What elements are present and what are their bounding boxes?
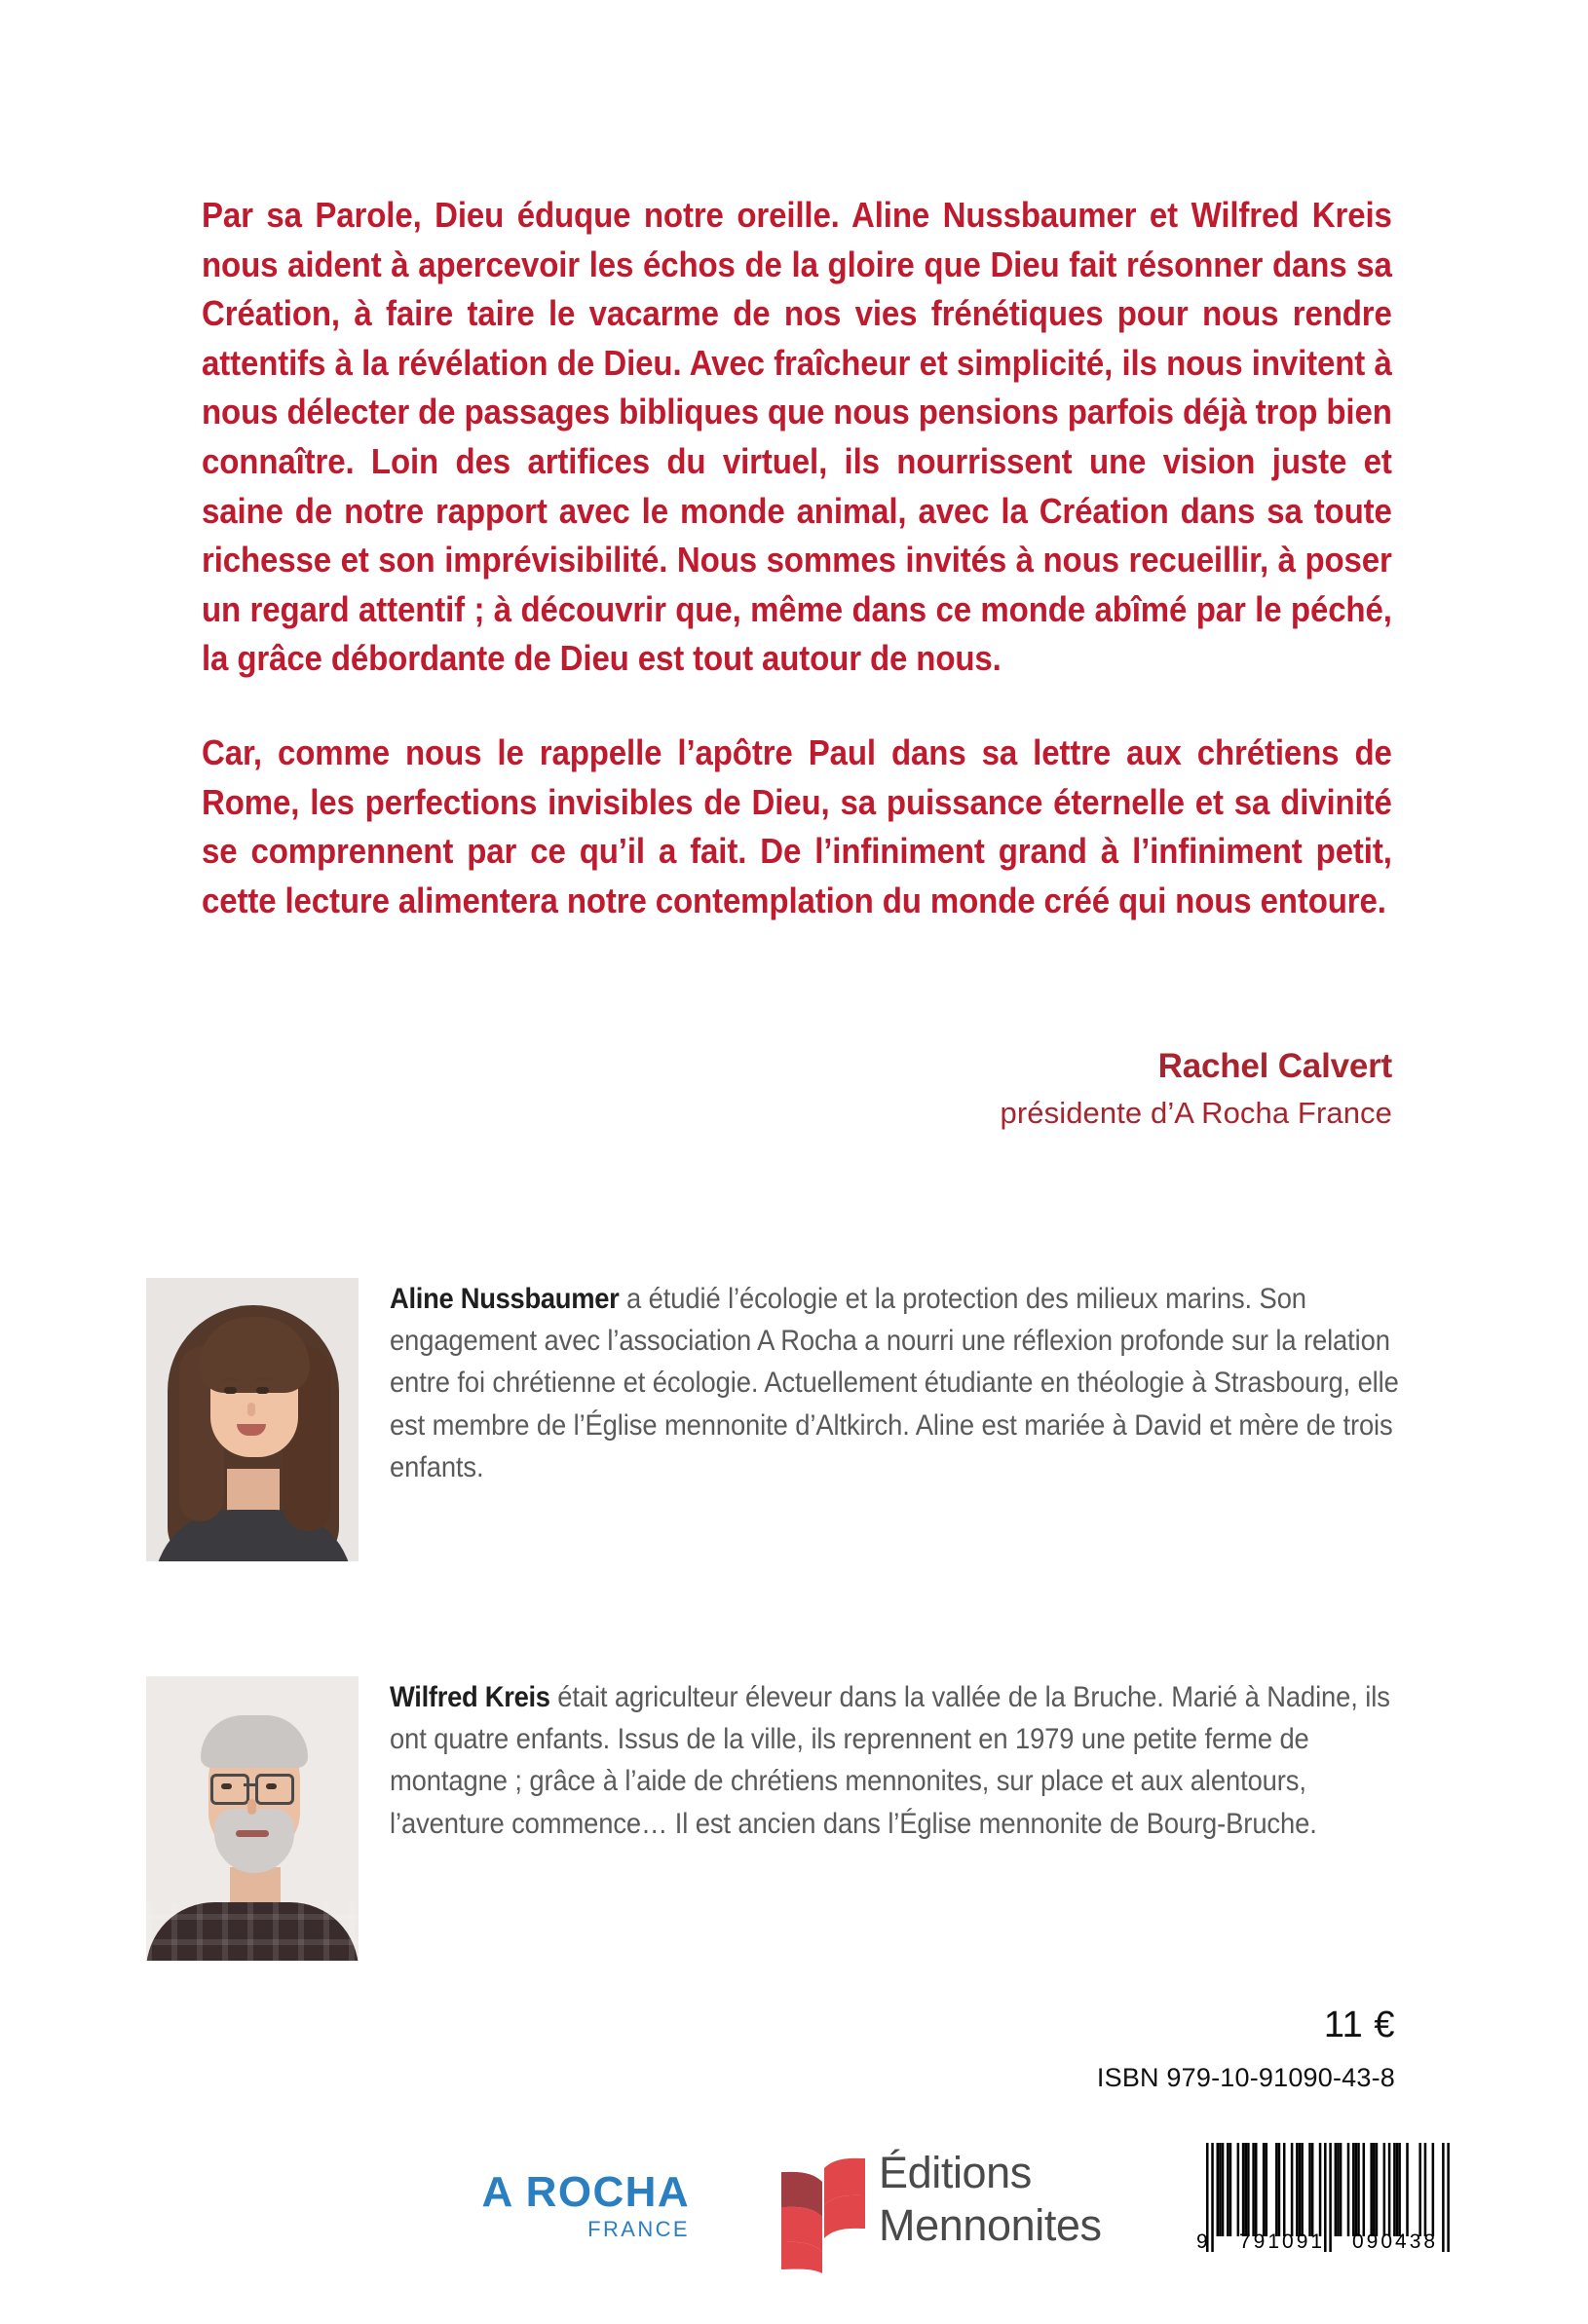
author-description-wilfred: était agriculteur éleveur dans la vallée de la Bruche. Marié à Nadine, ils ont quatre enfants. Issus de la ville, ils reprennent en 1979 une petite ferme de montagne ; grâce à l’aide de chrétiens mennonites, sur place et aux alentours, l’aventure commence… Il est ancien dans l’Église mennonite de Bourg-Bruche. (390, 1681, 1390, 1840)
barcode-digit-lead: 9 (1196, 2230, 1208, 2253)
signature-role: présidente d’A Rocha France (1000, 1096, 1392, 1130)
open-book-icon (779, 2153, 869, 2277)
logo-editions-mennonites (779, 2147, 1102, 2277)
signature-name: Rachel Calvert (1157, 1047, 1392, 1085)
price-label: 11 € (1323, 2005, 1395, 2045)
author-bio-aline (146, 1278, 1492, 1561)
author-bio-text-wilfred (390, 1676, 1415, 1845)
logo-mennonites-wordmark (879, 2147, 1102, 2252)
endorsement-signature (202, 1045, 1392, 1139)
author-bio-wilfred (146, 1676, 1492, 1961)
ean13-barcode (1181, 2131, 1467, 2258)
author-bio-text-aline (390, 1278, 1415, 1488)
endorsement-paragraph-1: Par sa Parole, Dieu éduque notre oreille. Aline Nussbaumer et Wilfred Kreis nous aident à apercevoir les échos de la gloire que Dieu fait résonner dans sa Création, à faire taire le vacarme de nos vies frénétiques pour nous rendre attentifs à la révélation de Dieu. Avec fraîcheur et simplicité, ils nous invitent à nous délecter de passages bibliques que nous pensions parfois déjà trop bien connaître. Loin des artifices du virtuel, ils nourrissent une vision juste et saine de notre rapport avec le monde animal, avec la Création dans sa toute richesse et son imprévisibilité. Nous sommes invités à nous recueillir, à poser un regard attentif ; à découvrir que, même dans ce monde abîmé par le péché, la grâce débordante de Dieu est tout autour de nous. (202, 195, 1392, 679)
barcode-graphic (1181, 2131, 1467, 2258)
logo-mennonites-line1: Éditions (879, 2148, 1032, 2197)
author-name-wilfred: Wilfred Kreis (390, 1681, 550, 1713)
author-portrait-aline (146, 1278, 359, 1561)
barcode-digits-right: 090438 (1352, 2230, 1439, 2253)
author-name-aline: Aline Nussbaumer (390, 1283, 620, 1315)
author-description-aline: a étudié l’écologie et la protection des milieux marins. Son engagement avec l’association A Rocha a nourri une réflexion profonde sur la relation entre foi chrétienne et écologie. Actuellement étudiante en théologie à Strasbourg, elle est membre de l’Église mennonite d’Altkirch. Aline est mariée à David et mère de trois enfants. (390, 1283, 1399, 1483)
isbn-label: ISBN 979-10-91090-43-8 (1096, 2063, 1395, 2092)
logo-a-rocha-country: FRANCE (587, 2217, 690, 2241)
logo-a-rocha-france (436, 2170, 690, 2244)
logo-mennonites-line2: Mennonites (879, 2200, 1102, 2250)
author-portrait-wilfred (146, 1676, 359, 1961)
logo-a-rocha-wordmark: A ROCHA (481, 2168, 690, 2216)
barcode-digits-left: 791091 (1239, 2230, 1326, 2253)
endorsement-paragraph-2: Car, comme nous le rappelle l’apôtre Paul dans sa lettre aux chrétiens de Rome, les perfections invisibles de Dieu, sa puissance éternelle et sa divinité se comprennent par ce qu’il a fait. De l’infiniment grand à l’infiniment petit, cette lecture alimentera notre contemplation du monde créé qui nous entoure. (202, 731, 1392, 920)
endorsement-block (202, 191, 1392, 925)
